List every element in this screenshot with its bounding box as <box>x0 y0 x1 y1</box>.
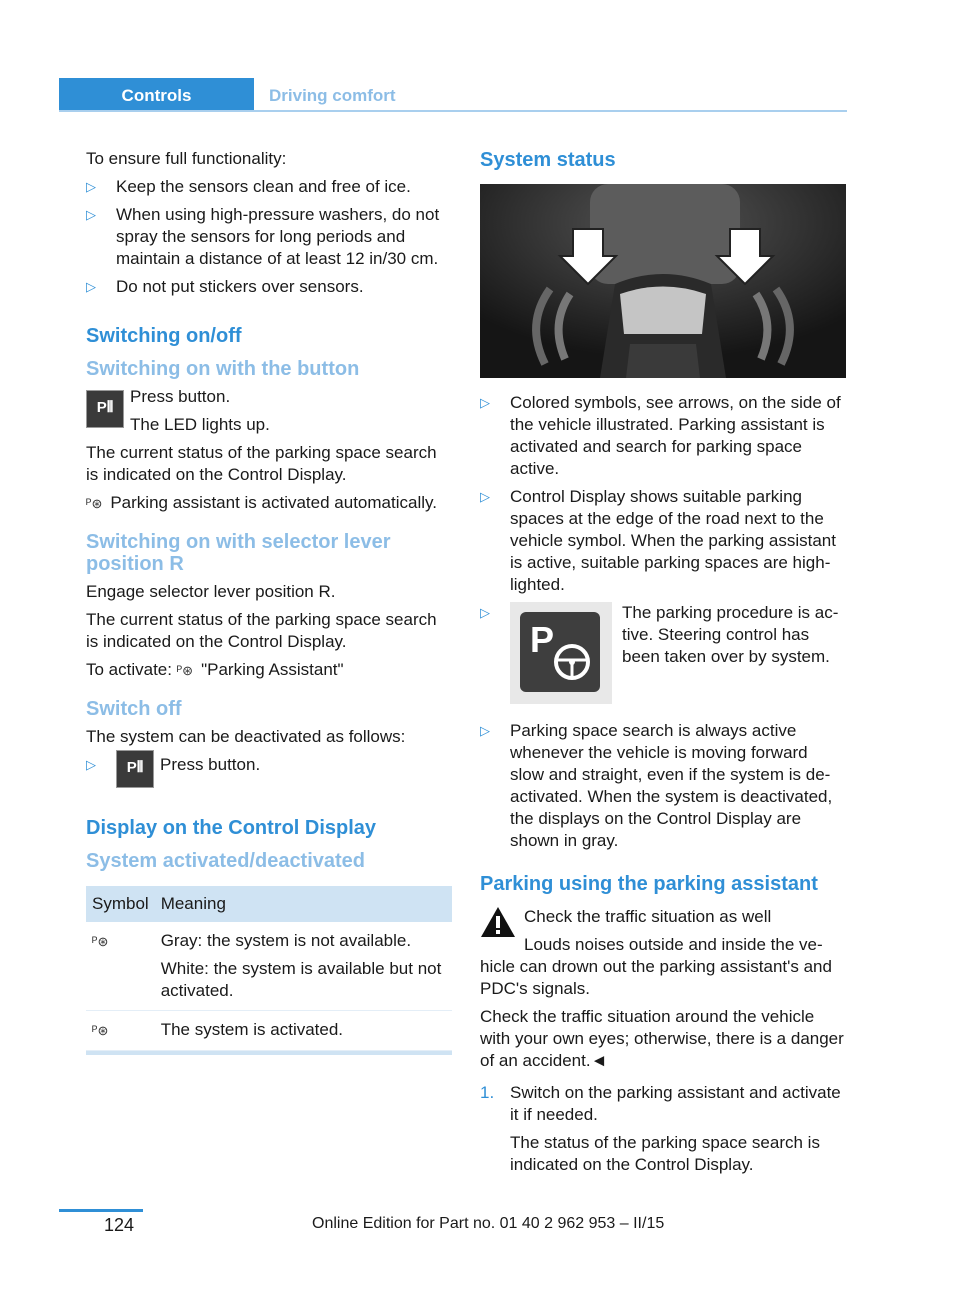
list-item: ▷ When using high-pressure washers, do not spray the sensors for long periods and maintain a distance of at least 12 in/30 cm. <box>86 205 440 268</box>
warning-triangle-icon <box>480 906 516 938</box>
activate-line: To activate: ᴾ⊛ "Parking Assistant" <box>86 659 452 682</box>
heading-switching-on-off: Switching on/off <box>86 325 242 347</box>
left-column <box>86 148 452 1055</box>
warning-title: Check the traffic situation as well <box>524 907 772 926</box>
table-header-meaning: Meaning <box>155 886 452 922</box>
status-text-2: The current status of the parking space search is indicated on the Control Display. <box>86 610 437 651</box>
heading-parking-assistant: Parking using the parking assistant <box>480 873 818 895</box>
table-bottom-rule <box>86 1051 452 1055</box>
list-item: ▷ Control Display shows suitable parking spaces at the edge of the road next to the vehicle symbol. When the parking assistant is active, suitable parking spaces are highlighted. <box>480 487 836 594</box>
triangle-right-icon: ▷ <box>480 605 490 620</box>
deactivate-text: The system can be deactivated as follows: <box>86 727 406 746</box>
symbol-table <box>86 886 452 1051</box>
table-header-symbol: Symbol <box>86 886 155 922</box>
table-row: ᴾ⊛ Gray: the system is not available. White: the system is available but not activated. <box>86 922 452 1011</box>
list-item: ▷ Colored symbols, see arrows, on the side of the vehicle illustrated. Parking assistant is activated and search for parking space active. <box>480 393 841 478</box>
header-rule <box>59 110 847 112</box>
triangle-right-icon: ▷ <box>480 489 490 504</box>
triangle-right-icon: ▷ <box>86 179 96 194</box>
header-tab-controls: Controls <box>121 86 192 105</box>
warning-body: Louds noises outside and inside the vehicle can drown out the parking assistant's and PDC's signals. <box>480 935 832 998</box>
steering-control-icon <box>510 602 612 704</box>
parking-assistant-gray-icon: ᴾ⊛ <box>92 934 109 949</box>
heading-switch-off: Switch off <box>86 698 182 720</box>
list-item: ▷ Do not put stickers over sensors. <box>86 277 364 296</box>
triangle-right-icon: ▷ <box>86 757 96 772</box>
right-column <box>480 148 846 1182</box>
press-button-instruction: P⦀ Press button. The LED lights up. <box>86 386 452 442</box>
list-item: ▷ Keep the sensors clean and free of ice. <box>86 177 411 196</box>
triangle-right-icon: ▷ <box>86 207 96 222</box>
heading-system-status: System status <box>480 149 616 171</box>
svg-text:P: P <box>530 619 555 660</box>
pdc-button-icon: P⦀ <box>116 750 154 788</box>
pdc-button-icon: P⦀ <box>86 390 124 428</box>
parking-assistant-icon: ᴾ⊛ <box>86 496 103 511</box>
heading-system-activated: System activated/deactivated <box>86 850 366 872</box>
triangle-right-icon: ▷ <box>86 279 96 294</box>
status-text: The current status of the parking space search is indicated on the Control Display. <box>86 443 437 484</box>
parking-assistant-active-icon: ᴾ⊛ <box>92 1023 109 1038</box>
intro-text: To ensure full functionality: <box>86 149 287 168</box>
triangle-right-icon: ▷ <box>480 723 490 738</box>
system-status-image <box>480 184 846 378</box>
step-number: 1. <box>480 1083 495 1102</box>
list-item: ▷ P The parking procedure is active. Steering control has been taken over by system. <box>480 602 846 714</box>
heading-selector-lever: Switching on with selector lever position R <box>86 531 391 575</box>
triangle-right-icon: ▷ <box>480 395 490 410</box>
table-row: ᴾ⊛ The system is activated. <box>86 1011 452 1051</box>
list-item: ▷ Parking space search is always active whenever the vehicle is moving forward slow and straight, even if the system is deactivated. When the system is deactivated, the displays on the Control Display are shown in gray. <box>480 721 833 850</box>
engage-text: Engage selector lever position R. <box>86 582 336 601</box>
list-item: ▷ P⦀ Press button. <box>86 754 452 794</box>
heading-display-control: Display on the Control Display <box>86 817 377 839</box>
header-tab-driving-comfort: Driving comfort <box>269 86 396 105</box>
footer-rule <box>59 1209 143 1212</box>
check-text: Check the traffic situation around the vehicle with your own eyes; otherwise, there is a danger of an accident.◄ <box>480 1007 844 1070</box>
edition-text: Online Edition for Part no. 01 40 2 962 953 – II/15 <box>312 1215 665 1232</box>
parking-assistant-icon: ᴾ⊛ <box>176 663 194 678</box>
page-number: 124 <box>104 1215 135 1235</box>
step-item: 1. Switch on the parking assistant and activate it if needed. The status of the parking space search is indicated on the Control Display. <box>480 1083 841 1174</box>
auto-activate-line: ᴾ⊛ Parking assistant is activated automatically. <box>86 492 452 515</box>
heading-switching-with-button: Switching on with the button <box>86 358 360 380</box>
warning-box <box>480 906 846 928</box>
